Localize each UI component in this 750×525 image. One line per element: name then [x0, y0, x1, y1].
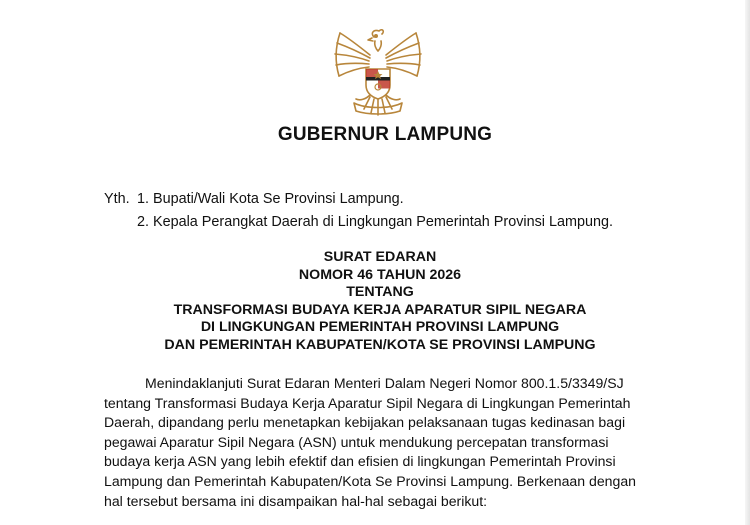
recipient-text: Kepala Perangkat Daerah di Lingkungan Pemerintah Provinsi Lampung.: [153, 214, 613, 230]
paragraph-line: Daerah, dipandang perlu menetapkan kebijakan pelaksanaan tugas kedinasan bagi: [104, 414, 626, 431]
heading-line-type: SURAT EDARAN: [323, 249, 437, 265]
heading-line-about: TENTANG: [346, 284, 414, 301]
recipient-item: [104, 188, 613, 211]
paragraph-line: Menindaklanjuti Surat Edaran Menteri Dalam Negeri Nomor 800.1.5/3349/SJ: [145, 375, 624, 391]
heading-line-subject-3: DAN PEMERINTAH KABUPATEN/KOTA SE PROVINSI LAMPUNG: [164, 336, 596, 353]
paragraph-line: tentang Transformasi Budaya Kerja Aparatur Sipil Negara di Lingkungan Pemerintah: [104, 394, 631, 411]
recipient-list: [104, 188, 613, 234]
recipient-number: 1.: [137, 191, 150, 207]
body-paragraph: [104, 374, 664, 511]
recipient-number: 2.: [137, 214, 150, 230]
heading-line-subject-2: DI LINGKUNGAN PEMERINTAH PROVINSI LAMPUNG: [200, 319, 560, 336]
paragraph-line: pegawai Aparatur Sipil Negara (ASN) untuk mendukung percepatan transformasi: [104, 433, 609, 450]
paragraph-line: hal tersebut bersama ini disampaikan hal-hal sebagai berikut:: [104, 492, 488, 509]
recipient-text: Bupati/Wali Kota Se Provinsi Lampung.: [153, 191, 404, 207]
paragraph-line: Lampung dan Pemerintah Kabupaten/Kota Se Provinsi Lampung. Berkenaan dengan: [104, 472, 637, 489]
circular-heading: [0, 249, 750, 355]
heading-line-subject-1: TRANSFORMASI BUDAYA KERJA APARATUR SIPIL NEGARA: [173, 301, 587, 318]
heading-line-number: NOMOR 46 TAHUN 2026: [298, 266, 462, 283]
recipient-item: [104, 211, 613, 234]
paragraph-line: budaya kerja ASN yang lebih efektif dan efisien di lingkungan Pemerintah Provinsi: [104, 453, 616, 470]
letterhead-title: GUBERNUR LAMPUNG: [277, 124, 493, 145]
garuda-pancasila-emblem-icon: [330, 25, 426, 123]
salutation: Yth.: [104, 191, 130, 207]
